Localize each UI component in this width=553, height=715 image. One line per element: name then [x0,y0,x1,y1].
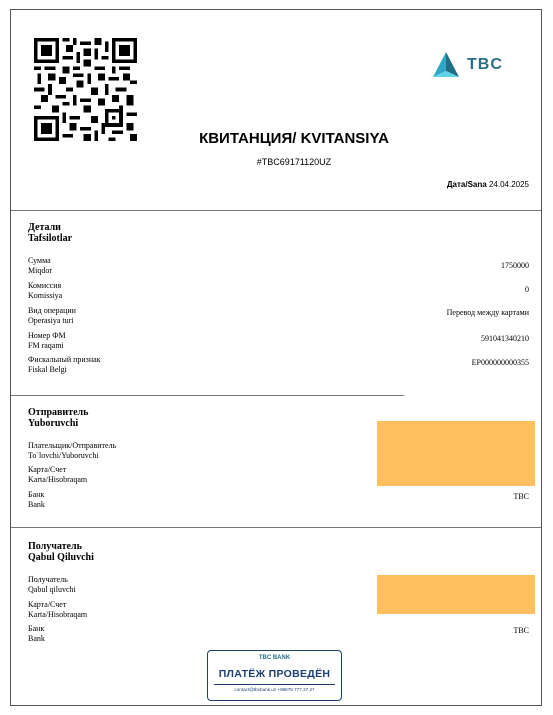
sender-label-bank: Банк Bank [28,490,45,509]
payment-completed-stamp [207,650,342,701]
redacted-receiver-info [377,575,535,614]
stamp-divider [214,684,335,685]
detail-label-amount: Сумма Miqdor [28,256,52,275]
receipt-page [10,9,542,706]
receiver-label-bank: Банк Bank [28,624,45,643]
detail-value-fiscal-sign: EP000000000355 [471,358,529,367]
tbc-logo [431,50,503,80]
sender-label-payer: Плательщик/Отправитель To`lovchi/Yuboruvchi [28,441,117,460]
receipt-date [447,180,529,189]
sender-value-bank: TBC [513,492,529,501]
tbc-logo-text: TBC [467,56,503,73]
stamp-bank-name: TBC BANK [258,655,291,661]
detail-value-commission: 0 [525,285,529,294]
detail-label-operation-type: Вид операции Operasiya turi [28,306,76,325]
tbc-logo-icon [431,50,461,80]
detail-label-fm-number: Номер ФМ FM raqami [28,331,66,350]
sender-section-title: Отправитель Yuboruvchi [28,407,89,429]
details-section-title: Детали Tafsilotlar [28,222,73,244]
divider [11,210,541,211]
date-value: 24.04.2025 [488,180,529,189]
detail-label-fiscal-sign: Фискальный признак Fiskal Belgi [28,355,101,374]
qr-code-icon [34,38,137,141]
detail-value-amount: 1750000 [501,261,529,270]
receiver-value-bank: TBC [513,626,529,635]
stamp-contact: contact@tbcbank.uz +99878 777 27 27 [234,687,315,692]
receiver-label-recipient: Получатель Qabul qiluvchi [28,575,76,594]
stamp-status-text: ПЛАТЁЖ ПРОВЕДЁН [218,668,331,680]
divider [11,527,541,528]
detail-label-commission: Комиссия Komissiya [28,281,63,300]
receiver-section-title: Получатель Qabul Qiluvchi [28,541,94,563]
date-label: Дата/Sana [446,180,487,189]
redacted-sender-info [377,421,535,486]
divider [11,395,404,396]
detail-value-operation-type: Перевод между картами [446,308,529,317]
detail-value-fm-number: 591041340210 [481,334,529,343]
receipt-number: #TBC69171120UZ [256,157,332,167]
sender-label-card: Карта/Счет Karta/Hisobraqam [28,465,88,484]
receiver-label-card: Карта/Счет Karta/Hisobraqam [28,600,88,619]
page-title: КВИТАНЦИЯ/ KVITANSIYA [199,130,389,147]
